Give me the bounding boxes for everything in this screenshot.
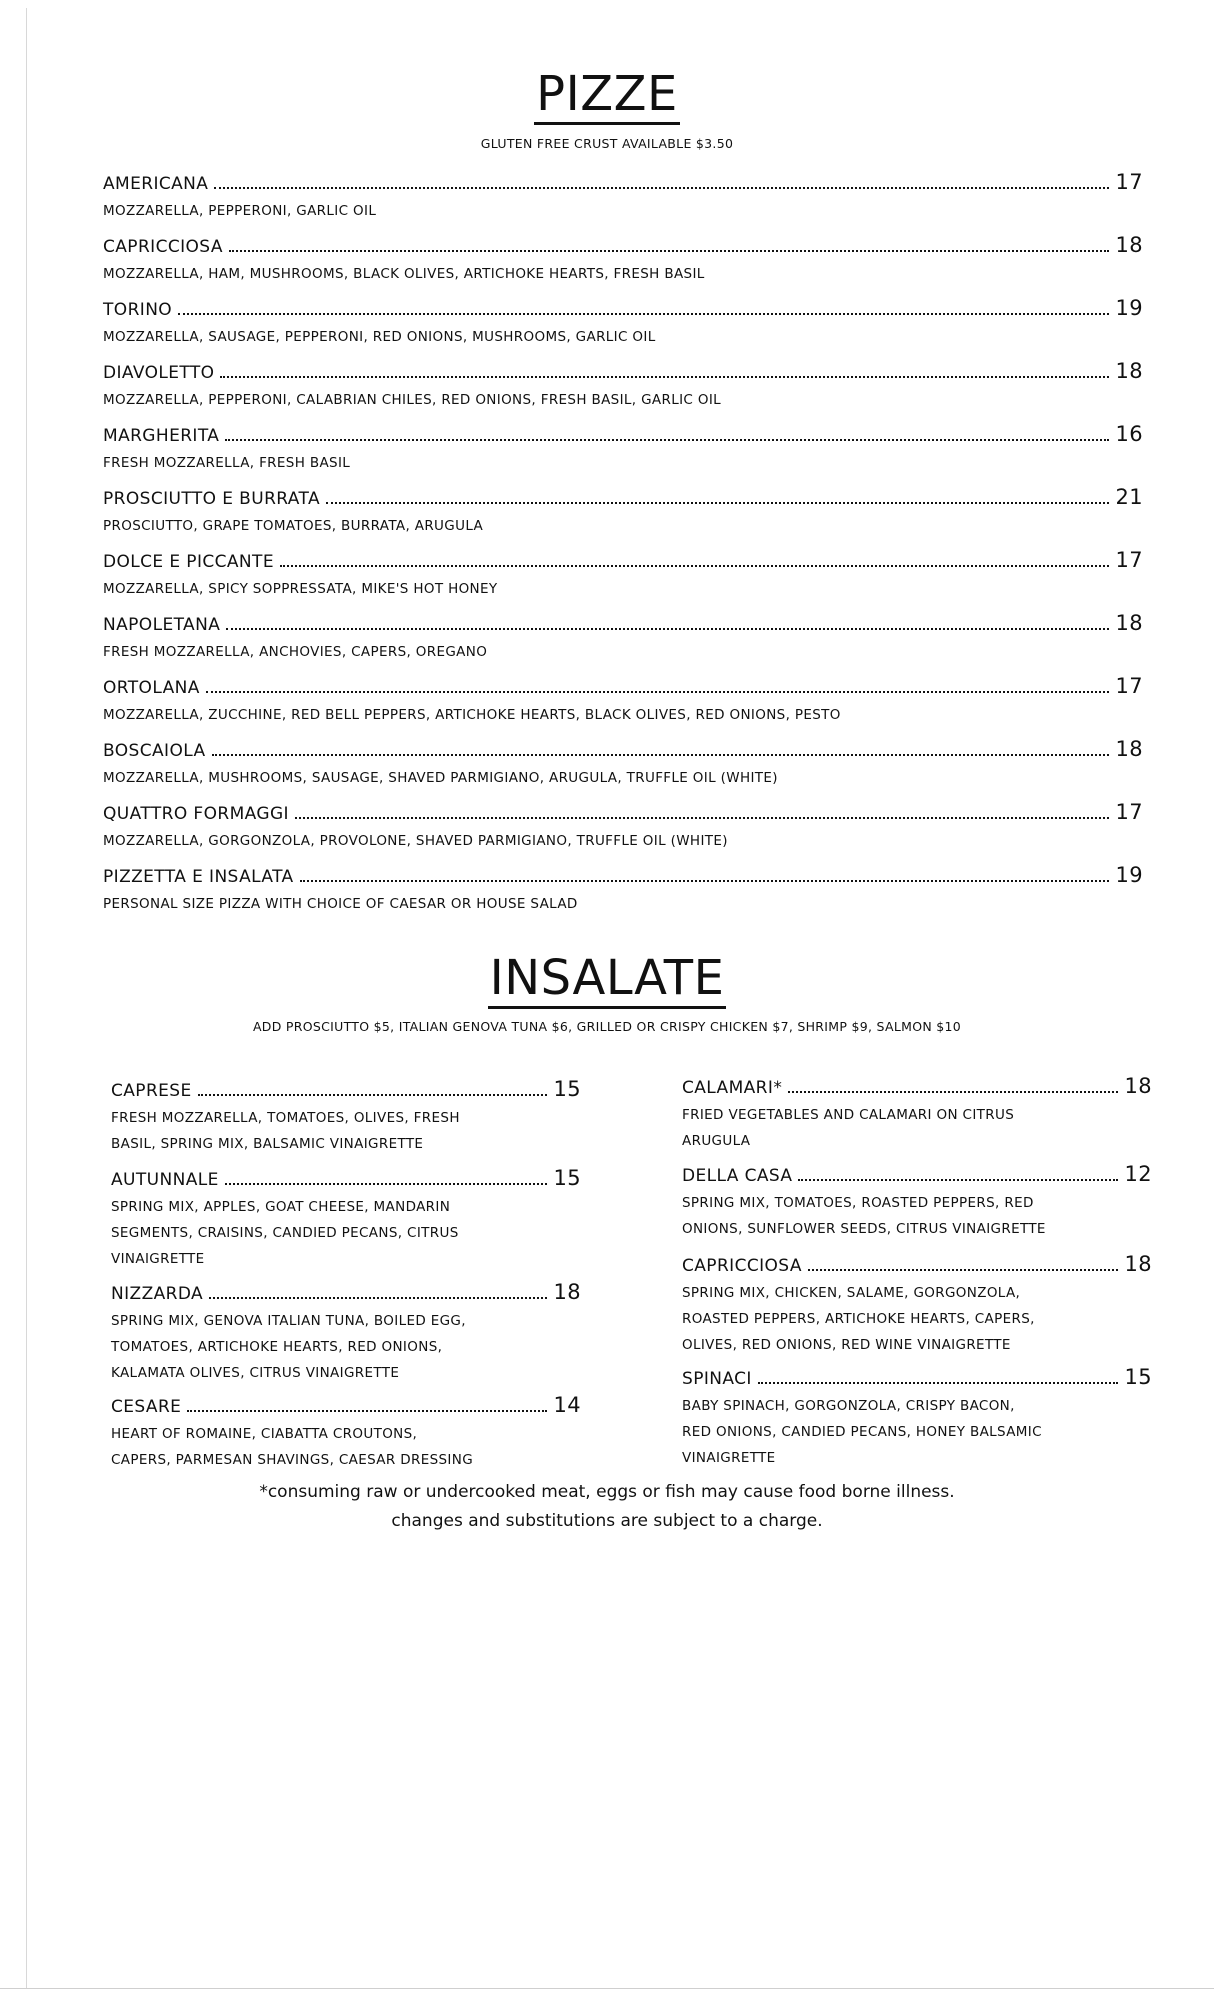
dot-leader [758, 1381, 1119, 1384]
item-header [103, 296, 1143, 320]
menu-item [103, 359, 1143, 413]
item-header [682, 1162, 1152, 1186]
item-description-line: RED ONIONS, CANDIED PECANS, HONEY BALSAMIC [682, 1424, 1042, 1440]
item-price: 18 [1115, 359, 1143, 383]
menu-item [103, 611, 1143, 665]
menu-item [103, 233, 1143, 287]
item-price: 18 [1115, 233, 1143, 257]
menu-item [103, 548, 1143, 602]
item-description-line: FRIED VEGETABLES AND CALAMARI ON CITRUS [682, 1107, 1015, 1123]
dot-leader [178, 312, 1109, 315]
item-header [103, 422, 1143, 446]
footnote-substitutions: changes and substitutions are subject to a charge. [391, 1511, 823, 1531]
item-name: QUATTRO FORMAGGI [103, 804, 289, 824]
dot-leader [326, 501, 1109, 504]
item-description: MOZZARELLA, ZUCCHINE, RED BELL PEPPERS, ARTICHOKE HEARTS, BLACK OLIVES, RED ONIONS, PESTO [103, 707, 841, 723]
item-price: 19 [1115, 863, 1143, 887]
item-name: CAPRESE [111, 1081, 192, 1101]
item-description-line: SPRING MIX, CHICKEN, SALAME, GORGONZOLA, [682, 1285, 1021, 1301]
pizze-title: PIZZE [0, 66, 1214, 122]
item-header [103, 548, 1143, 572]
item-description-line: OLIVES, RED ONIONS, RED WINE VINAIGRETTE [682, 1337, 1011, 1353]
item-price: 19 [1115, 296, 1143, 320]
item-description: FRESH MOZZARELLA, ANCHOVIES, CAPERS, OREGANO [103, 644, 488, 660]
item-name: CALAMARI* [682, 1078, 783, 1098]
item-description: PERSONAL SIZE PIZZA WITH CHOICE OF CAESAR OR HOUSE SALAD [103, 896, 578, 912]
menu-item [103, 422, 1143, 476]
item-description-line: ONIONS, SUNFLOWER SEEDS, CITRUS VINAIGRETTE [682, 1221, 1046, 1237]
menu-item [103, 863, 1143, 917]
dot-leader [212, 753, 1110, 756]
item-name: NAPOLETANA [103, 615, 221, 635]
menu-item [111, 1280, 581, 1386]
menu-item [103, 485, 1143, 539]
salad-addons-note: ADD PROSCIUTTO $5, ITALIAN GENOVA TUNA $6, GRILLED OR CRISPY CHICKEN $7, SHRIMP $9, SALMON $10 [252, 1019, 962, 1034]
item-description: MOZZARELLA, SPICY SOPPRESSATA, MIKE'S HOT HONEY [103, 581, 498, 597]
gluten-free-note: GLUTEN FREE CRUST AVAILABLE $3.50 [480, 136, 734, 151]
item-header [682, 1365, 1152, 1389]
item-name: SPINACI [682, 1369, 752, 1389]
menu-item [111, 1393, 581, 1473]
dot-leader [798, 1178, 1118, 1181]
item-header [111, 1280, 581, 1304]
item-price: 17 [1115, 170, 1143, 194]
item-header [111, 1166, 581, 1190]
item-price: 18 [1115, 737, 1143, 761]
item-header [103, 863, 1143, 887]
item-name: MARGHERITA [103, 426, 220, 446]
item-name: AMERICANA [103, 174, 209, 194]
item-name: DOLCE E PICCANTE [103, 552, 274, 572]
menu-item [682, 1365, 1152, 1471]
item-price: 18 [1124, 1252, 1152, 1276]
item-price: 15 [1124, 1365, 1152, 1389]
item-description-line: SEGMENTS, CRAISINS, CANDIED PECANS, CITRUS [111, 1225, 459, 1241]
item-name: TORINO [103, 300, 173, 320]
menu-item [103, 737, 1143, 791]
item-header [103, 170, 1143, 194]
item-price: 16 [1115, 422, 1143, 446]
menu-item [103, 674, 1143, 728]
item-description-line: SPRING MIX, GENOVA ITALIAN TUNA, BOILED EGG, [111, 1313, 466, 1329]
item-name: PIZZETTA E INSALATA [103, 867, 294, 887]
item-header [682, 1252, 1152, 1276]
item-description: MOZZARELLA, HAM, MUSHROOMS, BLACK OLIVES, ARTICHOKE HEARTS, FRESH BASIL [103, 266, 705, 282]
item-description-line: TOMATOES, ARTICHOKE HEARTS, RED ONIONS, [111, 1339, 443, 1355]
item-name: CAPRICCIOSA [682, 1256, 802, 1276]
item-header [103, 611, 1143, 635]
item-header [111, 1077, 581, 1101]
menu-item [103, 800, 1143, 854]
item-description-line: SPRING MIX, APPLES, GOAT CHEESE, MANDARIN [111, 1199, 451, 1215]
item-name: AUTUNNALE [111, 1170, 219, 1190]
item-price: 21 [1115, 485, 1143, 509]
item-description: PROSCIUTTO, GRAPE TOMATOES, BURRATA, ARUGULA [103, 518, 484, 534]
item-description: MOZZARELLA, GORGONZOLA, PROVOLONE, SHAVED PARMIGIANO, TRUFFLE OIL (WHITE) [103, 833, 728, 849]
item-description: FRESH MOZZARELLA, FRESH BASIL [103, 455, 351, 471]
dot-leader [225, 438, 1109, 441]
dot-leader [220, 375, 1109, 378]
dot-leader [187, 1409, 547, 1412]
item-description: MOZZARELLA, SAUSAGE, PEPPERONI, RED ONIONS, MUSHROOMS, GARLIC OIL [103, 329, 656, 345]
item-description-line: KALAMATA OLIVES, CITRUS VINAIGRETTE [111, 1365, 400, 1381]
dot-leader [808, 1268, 1119, 1271]
menu-item [682, 1074, 1152, 1154]
item-name: BOSCAIOLA [103, 741, 206, 761]
item-header [111, 1393, 581, 1417]
item-description-line: SPRING MIX, TOMATOES, ROASTED PEPPERS, RED [682, 1195, 1034, 1211]
menu-item [111, 1166, 581, 1272]
dot-leader [300, 879, 1110, 882]
item-description-line: BABY SPINACH, GORGONZOLA, CRISPY BACON, [682, 1398, 1015, 1414]
item-price: 14 [553, 1393, 581, 1417]
menu-item [111, 1077, 581, 1157]
item-price: 17 [1115, 674, 1143, 698]
item-header [103, 485, 1143, 509]
item-name: CAPRICCIOSA [103, 237, 223, 257]
menu-item [103, 296, 1143, 350]
item-name: PROSCIUTTO E BURRATA [103, 489, 321, 509]
item-header [682, 1074, 1152, 1098]
dot-leader [198, 1093, 548, 1096]
dot-leader [209, 1296, 547, 1299]
item-description-line: FRESH MOZZARELLA, TOMATOES, OLIVES, FRESH [111, 1110, 460, 1126]
item-price: 18 [553, 1280, 581, 1304]
insalate-title: INSALATE [0, 950, 1214, 1006]
item-description: MOZZARELLA, MUSHROOMS, SAUSAGE, SHAVED PARMIGIANO, ARUGULA, TRUFFLE OIL (WHITE) [103, 770, 778, 786]
dot-leader [225, 1182, 548, 1185]
item-name: ORTOLANA [103, 678, 200, 698]
item-price: 12 [1124, 1162, 1152, 1186]
dot-leader [214, 186, 1109, 189]
menu-item [682, 1162, 1152, 1242]
item-header [103, 737, 1143, 761]
item-price: 18 [1115, 611, 1143, 635]
item-description-line: VINAIGRETTE [111, 1251, 205, 1267]
item-price: 15 [553, 1166, 581, 1190]
dot-leader [295, 816, 1110, 819]
item-description-line: HEART OF ROMAINE, CIABATTA CROUTONS, [111, 1426, 418, 1442]
item-header [103, 800, 1143, 824]
item-price: 18 [1124, 1074, 1152, 1098]
menu-item [682, 1252, 1152, 1358]
scan-edge-bottom [0, 1988, 1214, 1989]
dot-leader [229, 249, 1110, 252]
item-name: CESARE [111, 1397, 182, 1417]
item-description-line: BASIL, SPRING MIX, BALSAMIC VINAIGRETTE [111, 1136, 424, 1152]
item-description-line: ROASTED PEPPERS, ARTICHOKE HEARTS, CAPERS, [682, 1311, 1035, 1327]
item-price: 17 [1115, 548, 1143, 572]
item-header [103, 674, 1143, 698]
dot-leader [206, 690, 1110, 693]
item-header [103, 359, 1143, 383]
item-description-line: ARUGULA [682, 1133, 751, 1149]
menu-item [103, 170, 1143, 224]
dot-leader [788, 1090, 1118, 1093]
item-description: MOZZARELLA, PEPPERONI, GARLIC OIL [103, 203, 377, 219]
item-name: NIZZARDA [111, 1284, 204, 1304]
footnote [0, 1478, 1214, 1536]
item-price: 17 [1115, 800, 1143, 824]
item-description: MOZZARELLA, PEPPERONI, CALABRIAN CHILES, RED ONIONS, FRESH BASIL, GARLIC OIL [103, 392, 722, 408]
item-header [103, 233, 1143, 257]
item-price: 15 [553, 1077, 581, 1101]
dot-leader [280, 564, 1109, 567]
dot-leader [226, 627, 1109, 630]
item-description-line: CAPERS, PARMESAN SHAVINGS, CAESAR DRESSING [111, 1452, 474, 1468]
item-description-line: VINAIGRETTE [682, 1450, 776, 1466]
footnote-raw-warning: *consuming raw or undercooked meat, eggs or fish may cause food borne illness. [259, 1482, 955, 1502]
item-name: DELLA CASA [682, 1166, 793, 1186]
item-name: DIAVOLETTO [103, 363, 215, 383]
